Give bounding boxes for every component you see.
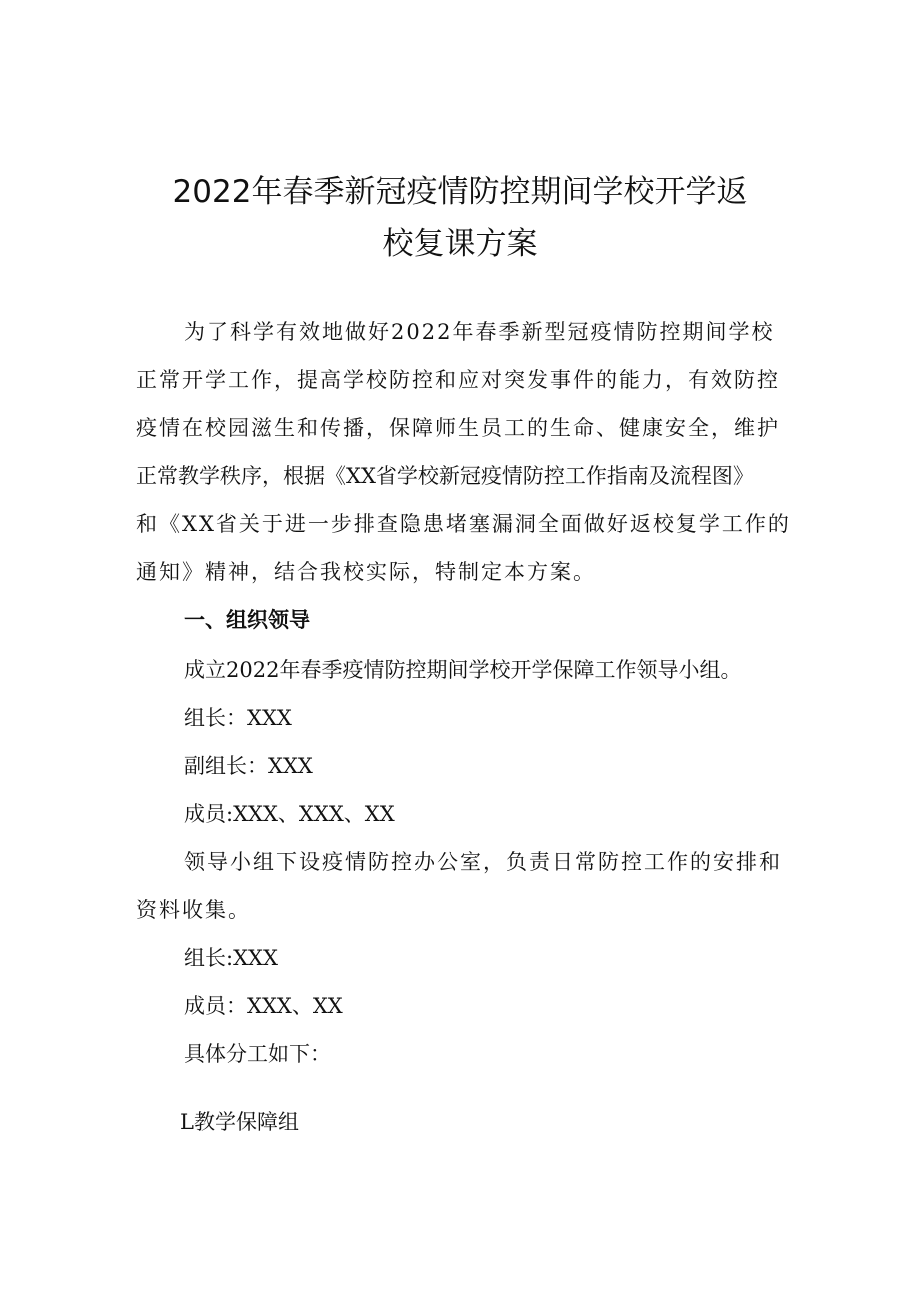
office-description-line: 领导小组下设疫情防控办公室，负责日常防控工作的安排和 <box>184 850 782 874</box>
intro-paragraph-line: 通知》精神，结合我校实际，特制定本方案。 <box>136 560 596 584</box>
group-members: 成员:XXX、XXX、XX <box>184 802 395 826</box>
group-deputy-leader: 副组长：XXX <box>184 754 313 778</box>
division-of-labor-intro: 具体分工如下： <box>184 1042 331 1066</box>
document-title-line-2: 校复课方案 <box>382 226 538 262</box>
intro-paragraph-line: 为了科学有效地做好2022年春季新型冠疫情防控期间学校 <box>184 320 775 344</box>
intro-paragraph-line: 正常教学秩序，根据《XX省学校新冠疫情防控工作指南及流程图》 <box>136 464 754 488</box>
group-leader: 组长：XXX <box>184 706 292 730</box>
intro-paragraph-line: 正常开学工作，提高学校防控和应对突发事件的能力，有效防控 <box>136 368 780 392</box>
section-heading-organization: 一、组织领导 <box>184 608 310 632</box>
leadership-group-statement: 成立2022年春季疫情防控期间学校开学保障工作领导小组。 <box>184 658 742 682</box>
office-leader: 组长:XXX <box>184 946 278 970</box>
intro-paragraph-line: 疫情在校园滋生和传播，保障师生员工的生命、健康安全，维护 <box>136 416 780 440</box>
subsection-heading-teaching-support: L教学保障组 <box>180 1110 299 1134</box>
office-description-line: 资料收集。 <box>136 898 251 922</box>
intro-paragraph-line: 和《XX省关于进一步排查隐患堵塞漏洞全面做好返校复学工作的 <box>136 512 791 536</box>
office-members: 成员：XXX、XX <box>184 994 343 1018</box>
document-title-line-1: 2022年春季新冠疫情防控期间学校开学返 <box>172 174 748 210</box>
